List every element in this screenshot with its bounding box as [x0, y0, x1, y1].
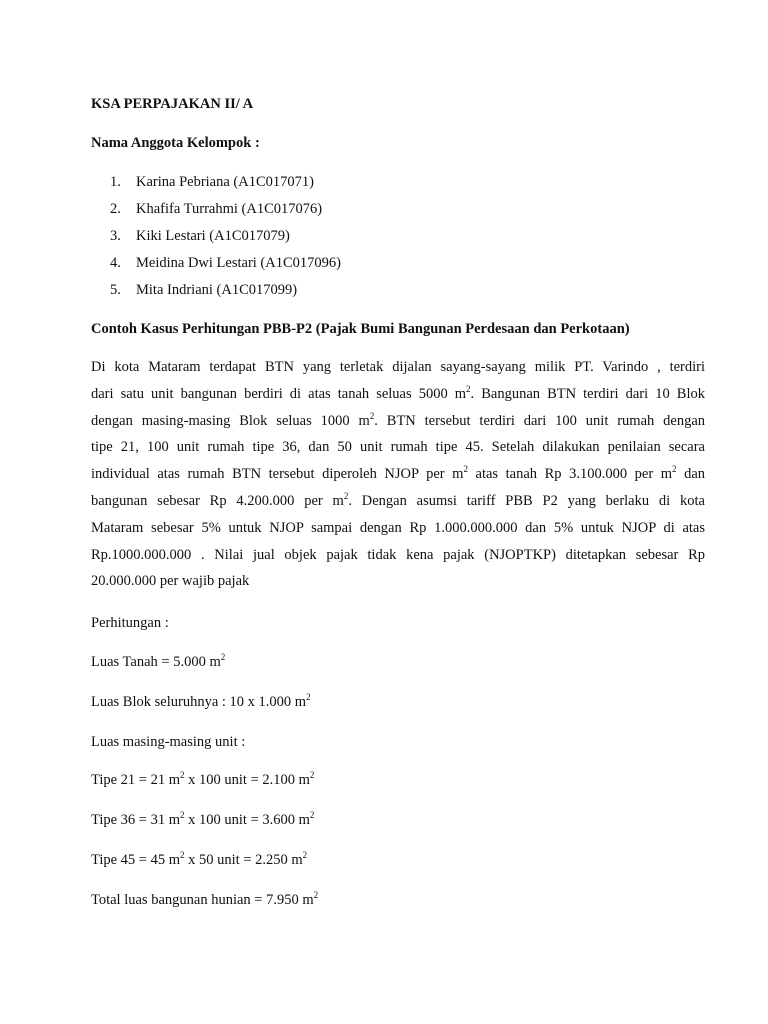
line-text: 20.000.000 per wajib pajak — [91, 573, 250, 590]
superscript: 2 — [309, 810, 315, 820]
line-text: Di kota Mataram terdapat BTN yang terletak dijalan sayang-sayang milik PT. Varindo , terdiri — [91, 359, 705, 375]
member-name: Karina Pebriana (A1C017071) — [136, 174, 314, 190]
list-number: 3. — [110, 228, 121, 244]
list-item — [110, 227, 290, 245]
superscript: 2 — [313, 890, 319, 900]
line-text: atas tanah Rp 3.100.000 per m — [467, 466, 672, 483]
line-text: . Dengan asumsi tariff PBB P2 yang berlaku di kota — [348, 492, 705, 509]
superscript: 2 — [369, 410, 375, 421]
superscript: 2 — [466, 383, 471, 394]
calc-text: Tipe 36 = 31 m — [91, 812, 181, 828]
line-text: . Bangunan BTN terdiri dari 10 Blok — [470, 385, 705, 402]
calc-text: x 100 unit = 2.100 m — [184, 772, 310, 788]
calc-text: x 100 unit = 3.600 m — [184, 812, 310, 828]
calc-text: Total luas bangunan hunian = 7.950 m — [91, 892, 314, 908]
line-text: dengan masing-masing Blok seluas 1000 m — [91, 412, 370, 429]
calc-text: Luas Blok seluruhnya : 10 x 1.000 m — [91, 694, 307, 710]
superscript: 2 — [672, 464, 677, 475]
line-text: . BTN tersebut terdiri dari 100 unit rumah dengan — [374, 412, 705, 429]
paragraph-line — [91, 568, 705, 595]
list-item — [110, 281, 297, 299]
paragraph-line — [91, 542, 705, 569]
line-text: bangunan sebesar Rp 4.200.000 per m — [91, 492, 344, 509]
line-text: tipe 21, 100 unit rumah tipe 36, dan 50 unit rumah tipe 45. Setelah dilakukan penilaian secara — [91, 439, 705, 456]
paragraph-line — [91, 515, 705, 542]
calc-text: Tipe 21 = 21 m — [91, 772, 181, 788]
superscript: 2 — [302, 850, 308, 860]
list-item — [110, 200, 322, 218]
paragraph-line — [91, 354, 705, 381]
calc-tipe-36 — [91, 811, 314, 829]
line-text: dari satu unit bangunan berdiri di atas tanah seluas 5000 m — [91, 385, 467, 402]
calc-tipe-21 — [91, 771, 314, 789]
calc-heading: Perhitungan : — [91, 615, 169, 631]
calc-luas-tanah — [91, 653, 225, 671]
member-name: Khafifa Turrahmi (A1C017076) — [136, 201, 323, 217]
list-item — [110, 254, 341, 272]
case-heading: Contoh Kasus Perhitungan PBB-P2 (Pajak Bumi Bangunan Perdesaan dan Perkotaan) — [91, 321, 630, 337]
list-number: 2. — [110, 201, 121, 217]
document-title: KSA PERPAJAKAN II/ A — [91, 96, 254, 112]
line-text: Rp.1000.000.000 . Nilai jual objek pajak tidak kena pajak (NJOPTKP) ditetapkan sebesar Rp — [91, 546, 705, 563]
line-text: dan — [676, 466, 705, 483]
member-name: Mita Indriani (A1C017099) — [136, 282, 298, 298]
paragraph-line — [91, 461, 705, 488]
superscript: 2 — [180, 850, 185, 860]
calc-text: Luas Tanah = 5.000 m — [91, 654, 221, 670]
list-number: 1. — [110, 174, 121, 190]
paragraph-line — [91, 488, 705, 515]
superscript: 2 — [343, 490, 349, 501]
member-name: Meidina Dwi Lestari (A1C017096) — [136, 255, 341, 271]
superscript: 2 — [309, 770, 315, 780]
line-text: individual atas rumah BTN tersebut diperoleh NJOP per m — [91, 466, 464, 483]
calc-unit-heading: Luas masing-masing unit : — [91, 734, 246, 750]
calc-text: x 50 unit = 2.250 m — [184, 852, 303, 868]
list-item — [110, 173, 314, 191]
paragraph-line — [91, 408, 705, 435]
paragraph-line — [91, 434, 705, 461]
case-paragraph — [91, 354, 705, 595]
list-number: 5. — [110, 282, 121, 298]
calc-text: Tipe 45 = 45 m — [91, 852, 181, 868]
line-text: Mataram sebesar 5% untuk NJOP sampai dengan Rp 1.000.000.000 dan 5% untuk NJOP di atas — [91, 519, 705, 536]
superscript: 2 — [463, 464, 468, 475]
calc-total — [91, 891, 318, 909]
calc-tipe-45 — [91, 851, 307, 869]
superscript: 2 — [180, 770, 185, 780]
member-name: Kiki Lestari (A1C017079) — [136, 228, 290, 244]
superscript: 2 — [180, 810, 185, 820]
calc-luas-blok — [91, 693, 311, 711]
members-heading: Nama Anggota Kelompok : — [91, 135, 260, 151]
list-number: 4. — [110, 255, 121, 271]
superscript: 2 — [306, 692, 311, 702]
paragraph-line — [91, 381, 705, 408]
superscript: 2 — [220, 652, 226, 662]
